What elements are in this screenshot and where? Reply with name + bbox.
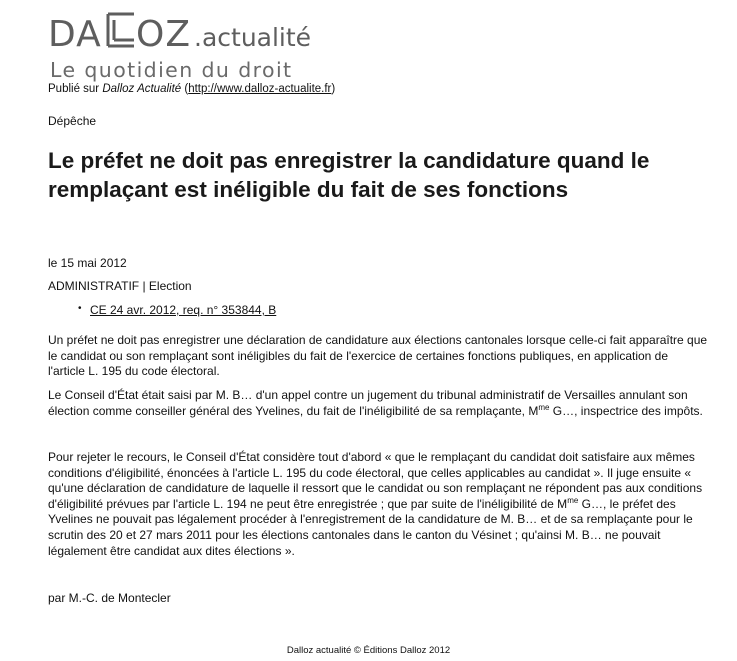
paragraph-context <box>48 388 708 419</box>
paragraph-context-text-a: Le Conseil d'État était saisi par M. B… d'un appel contre un jugement du tribunal administratif de Versailles annulant son élection comme conseiller général des Yvelines, du fait de l'inéligibilité de sa remplaçante, M <box>48 388 688 418</box>
paragraph-context-text-b: G…, inspectrice des impôts. <box>549 403 703 418</box>
paragraph-ruling-superscript: me <box>567 495 579 505</box>
bullet-icon: • <box>78 303 82 314</box>
logo-brand-dal: DA <box>48 14 102 55</box>
logo-brand-suffix: .actualité <box>194 23 312 52</box>
logo-tagline: Le quotidien du droit <box>50 58 293 82</box>
publication-site-name: Dalloz Actualité <box>102 83 182 95</box>
paragraph-context-superscript: me <box>538 402 550 412</box>
paragraph-ruling <box>48 450 708 559</box>
logo-double-l-mark <box>108 14 134 46</box>
publication-line: Publié sur Dalloz Actualité (http://www.dalloz-actualite.fr) <box>48 83 336 95</box>
article-type: Dépêche <box>48 114 97 128</box>
article-date: le 15 mai 2012 <box>48 256 127 270</box>
dalloz-logo <box>48 6 348 88</box>
publication-prefix: Publié sur <box>48 83 103 95</box>
reference-item <box>78 303 276 317</box>
page-footer: Dalloz actualité © Éditions Dalloz 2012 <box>286 645 451 656</box>
article-headline: Le préfet ne doit pas enregistrer la candidature quand le remplaçant est inéligible du fait de ses fonctions <box>48 148 650 202</box>
paragraph-ruling-text-b: G…, le préfet des Yvelines ne pouvait pas légalement procéder à l'enregistrement de la candidature de M. B… et de sa remplaçante pour le scrutin des 20 et 27 mars 2011 pour les élections cantonales dans le canton du Vésinet ; qu'ainsi M. B… ne pouvait légalement être candidat aux dites élections ». <box>48 496 693 558</box>
article-category: ADMINISTRATIF | Election <box>48 279 192 293</box>
article-author: par M.-C. de Montecler <box>48 591 171 605</box>
publication-url-link[interactable]: http://www.dalloz-actualite.fr <box>188 83 332 95</box>
reference-link[interactable]: CE 24 avr. 2012, req. n° 353844, B <box>90 303 277 317</box>
references-list <box>78 303 276 317</box>
logo-brand-oz: OZ <box>136 14 191 55</box>
paragraph-ruling-text-a: Pour rejeter le recours, le Conseil d'État considère tout d'abord « que le remplaçant du candidat doit satisfaire aux mêmes conditions d'éligibilité, énoncées à l'article L. 195 du code électoral, que celles applicables au candidat ». Il juge ensuite « qu'une déclaration de candidature de laquelle il ressort que le candidat ou son remplaçant ne répondent pas aux conditions d'éligibilité prévues par l'article L. 194 ne peut être enregistrée ; que par suite de l'inéligibilité de M <box>48 450 703 511</box>
paragraph-summary: Un préfet ne doit pas enregistrer une déclaration de candidature aux élections cantonales lorsque celle-ci fait apparaître que le candidat ou son remplaçant sont inéligibles du fait de l'exercice de certaines fonctions publiques, en application de l'article L. 195 du code électoral. <box>48 333 708 379</box>
